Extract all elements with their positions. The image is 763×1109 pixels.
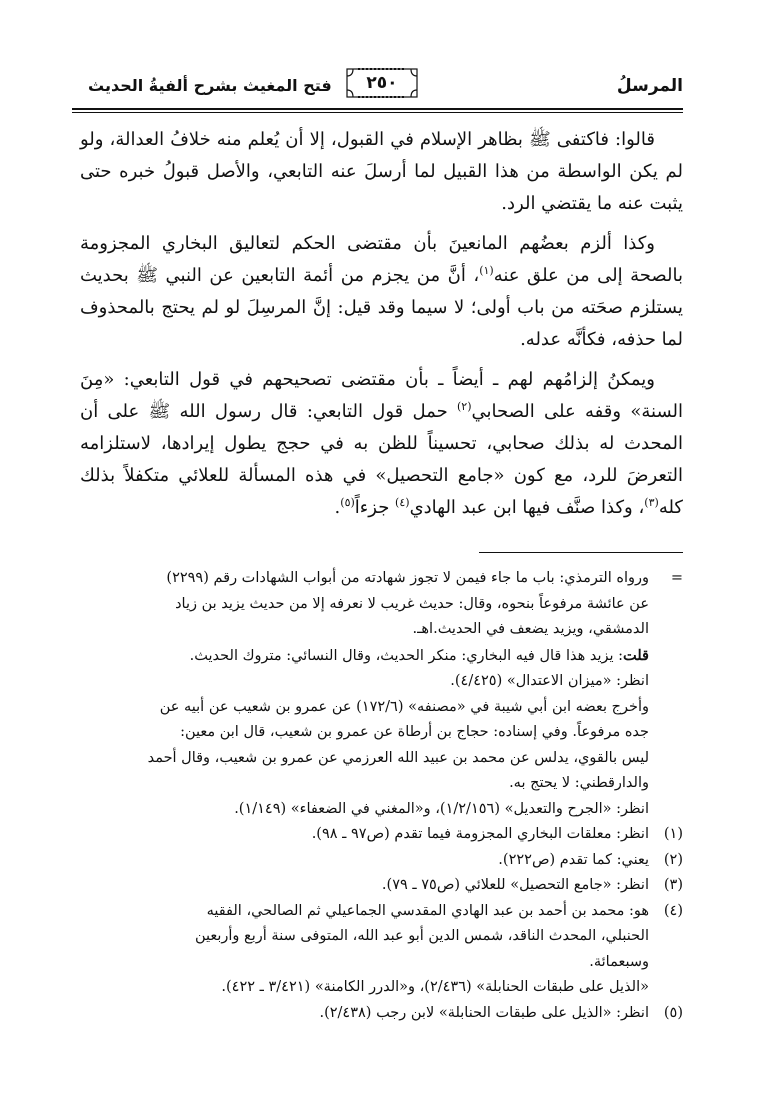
paragraph-3-text-d: جزءاً [354,497,396,518]
footnote-separator [479,552,683,553]
paragraph-1-text: قالوا: فاكتفى ﷺ بظاهر الإسلام في القبول، إلا أن يُعلم منه خلافُ العدالة، ولو لم يكن الواسطة من هذا القبيل لما أرسلَ عنه التابعي، والأصل قبولُ خبره حتى يثبت عنه ما يقتضي الرد. [80,129,683,214]
footnote-4-number: (٤) [663,902,683,919]
qult-label: قلت [623,646,649,664]
footnote-ref-4[interactable]: (٤) [395,496,410,509]
footnote-ref-3[interactable]: (٣) [644,496,659,509]
footnote-line-text: : يزيد هذا قال فيه البخاري: منكر الحديث، وقال النسائي: متروك الحديث. [189,647,624,664]
paragraph-3-text-a: ويمكنُ إلزامُهم لهم ـ أيضاً ـ بأن مقتضى تصحيحهم في قول التابعي: «مِنَ السنة» وقفه على الصحابي [80,369,683,422]
footnote-ref-5[interactable]: (٥) [340,496,355,509]
page-number: ٢٥٠ [366,73,398,93]
footnote-line: انظر: «ميزان الاعتدال» (٤/٤٢٥). [450,673,649,689]
footnote-line: عن عائشة مرفوعاً بنحوه، وقال: حديث غريب لا نعرفه إلا من حديث يزيد بن زياد [175,595,649,612]
footnote-line: ليس بالقوي، يدلس عن محمد بن عبيد الله العرزمي عن عمرو بن شعيب، وقال أحمد [147,749,649,766]
footnote-ref-2[interactable]: (٢) [457,400,472,413]
footnote-4 [80,899,683,1001]
footnote-continuation [80,566,683,822]
paragraph-1 [80,124,683,220]
paragraph-3-text-e: . [334,497,341,518]
paragraph-2-text-a: وكذا ألزم بعضُهم المانعينَ بأن مقتضى الحكم لتعاليق البخاري المجزومة بالصحة إلى من علق عنه [80,233,684,286]
paragraph-3-text-b: حمل قول التابعي: قال رسول الله ﷺ على أن المحدث له بذلك صحابي، تحسيناً للظن به في حجج يطول إيرادها، لاستلزامه التعرضَ للرد، مع كون «جامع التحصيل» في هذه المسألة للعلائي متكفلاً بذلك كله [80,401,683,518]
continuation-marker: = [670,570,683,586]
header-rule [72,108,683,110]
footnote-line: وأخرج بعضه ابن أبي شيبة في «مصنفه» (١٧٢/٦) عن عمرو بن شعيب عن أبيه عن [159,698,649,715]
footnote-3-number: (٣) [663,877,683,893]
footnote-5-number: (٥) [663,1004,683,1021]
paragraph-3 [80,364,683,524]
footnote-4-line: «الذيل على طبقات الحنابلة» (٢/٤٣٦)، و«الدرر الكامنة» (٣/٤٢١ ـ ٤٢٢). [221,979,649,995]
footnotes [80,566,683,1026]
footnote-4-line: هو: محمد بن أحمد بن عبد الهادي المقدسي الجماعيلي ثم الصالحي، الفقيه [206,902,649,919]
main-text [80,124,683,524]
footnote-5-text: انظر: «الذيل على طبقات الحنابلة» لابن رجب (٢/٤٣٨). [319,1004,649,1021]
footnote-1-number: (١) [663,826,683,842]
running-header [72,66,683,106]
footnote-line: الدمشقي، ويزيد يضعف في الحديث.اهـ. [412,621,649,637]
footnote-2-text: يعني: كما تقدم (ص٢٢٢). [498,851,649,868]
header-rule-thin [72,112,683,113]
footnote-line: والدارقطني: لا يحتج به. [509,775,649,791]
footnote-4-line: الحنبلي، المحدث الناقد، شمس الدين أبو عبد الله، المتوفى سنة أربع وأربعين [194,928,649,944]
footnote-line: انظر: «الجرح والتعديل» (١/٢/١٥٦)، و«المغني في الضعفاء» (١/١٤٩). [234,800,649,817]
book-title: فتح المغيث بشرح ألفيةُ الحديث [88,76,332,95]
footnote-line [80,643,649,670]
footnote-1-text: انظر: معلقات البخاري المجزومة فيما تقدم (ص٩٧ ـ ٩٨). [311,826,649,842]
footnote-4-line: وسبعمائة. [589,953,649,970]
section-title: المرسلُ [616,76,683,96]
footnote-3 [80,873,683,899]
page-number-frame [344,66,420,100]
footnote-3-text: انظر: «جامع التحصيل» للعلائي (ص٧٥ ـ ٧٩). [381,877,649,893]
paragraph-2-text-b: ، أنَّ من يجزم من أئمة التابعين عن النبي ﷺ بحديث يستلزم صحَته من باب أولى؛ لا سيما وقد قيل: إنَّ المرسِلَ لو لم يحتج بالمحذوف لما حذفه، فكأنَّه عدله. [80,265,683,350]
paragraph-2 [80,228,683,356]
footnote-5 [80,1001,683,1027]
footnote-ref-1[interactable]: (١) [479,264,494,277]
footnote-1 [80,822,683,848]
paragraph-3-text-c: ، وكذا صنَّف فيها ابن عبد الهادي [409,497,645,518]
footnote-2-number: (٢) [663,851,683,868]
footnote-line: جده مرفوعاً. وفي إسناده: حجاج بن أرطاة عن عمرو بن شعيب، قال ابن معين: [180,724,649,740]
footnote-2 [80,848,683,874]
footnote-line: ورواه الترمذي: باب ما جاء فيمن لا تجوز شهادته من أبواب الشهادات رقم (٢٢٩٩) [166,570,649,586]
